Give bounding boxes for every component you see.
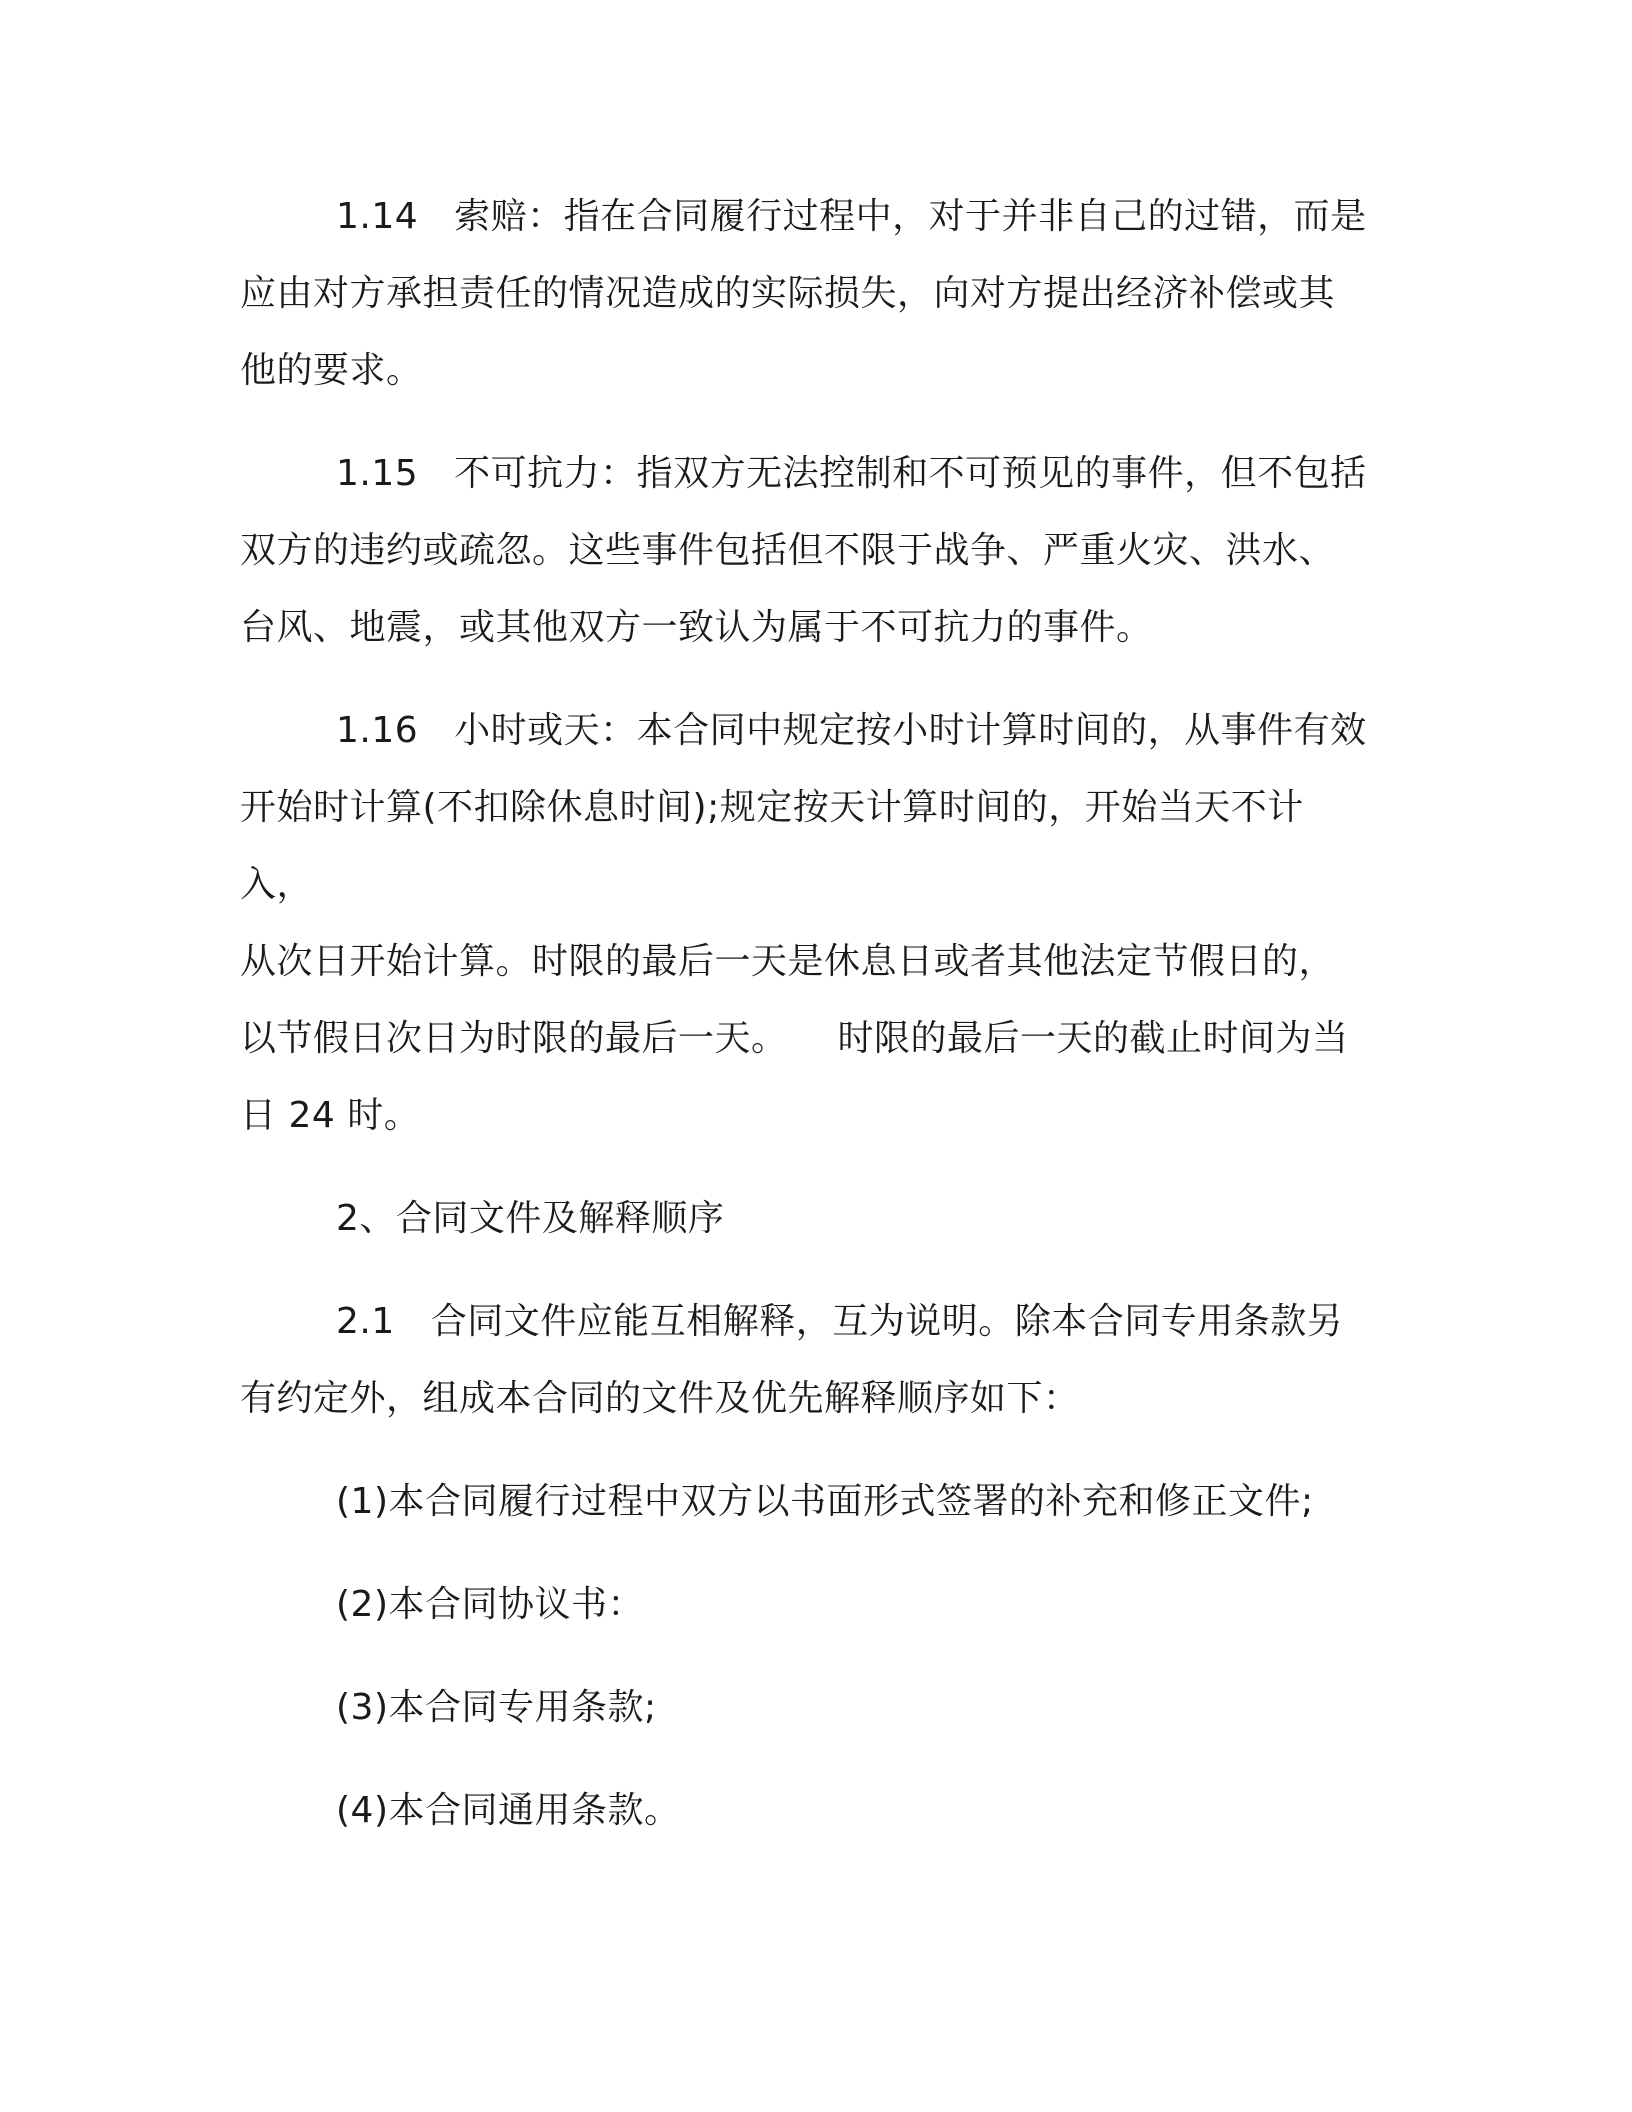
list-item: (2)本合同协议书： [336,1584,644,1625]
clause-text-line: 从次日开始计算。时限的最后一天是休息日或者其他法定节假日的， [240,941,1336,982]
clause-text-line: 日 24 时。 [240,1095,421,1136]
list-item: (4)本合同通用条款。 [336,1790,681,1831]
list-item: (3)本合同专用条款; [336,1687,657,1728]
clause-text-line: 小时或天：本合同中规定按小时计算时间的，从事件有效 [454,710,1367,751]
clause-text-line: 双方的违约或疏忽。这些事件包括但不限于战争、严重火灾、洪水、 [240,530,1336,571]
clause-number: 2.1 [336,1301,395,1342]
clause-2-1 [240,1283,1370,1437]
clause-text-line: 时限的最后一天的截止时间为当 [837,1018,1349,1059]
clause-text-line: 台风、地震，或其他双方一致认为属于不可抗力的事件。 [240,607,1153,648]
clause-text-line: 以节假日次日为时限的最后一天。 [240,1018,788,1059]
clause-text-line: 应由对方承担责任的情况造成的实际损失，向对方提出经济补偿或其 [240,273,1336,314]
clause-text-line: 不可抗力：指双方无法控制和不可预见的事件，但不包括 [454,453,1367,494]
clause-text-line: 开始时计算(不扣除休息时间);规定按天计算时间的，开始当天不计入， [240,787,1304,905]
list-item: (1)本合同履行过程中双方以书面形式签署的补充和修正文件; [336,1481,1314,1522]
clause-text-line: 有约定外，组成本合同的文件及优先解释顺序如下： [240,1378,1080,1419]
clause-text-line: 合同文件应能互相解释，互为说明。除本合同专用条款另 [430,1301,1344,1342]
clause-number: 1.14 [336,196,419,237]
clause-number: 1.15 [336,453,419,494]
clause-1-16 [240,692,1370,1154]
section-heading: 2、合同文件及解释顺序 [336,1198,725,1239]
clause-text-line: 索赔：指在合同履行过程中，对于并非自己的过错，而是 [454,196,1367,237]
clause-1-15 [240,435,1370,666]
document-body [240,178,1370,1849]
clause-1-14 [240,178,1370,409]
clause-text-line: 他的要求。 [240,350,423,391]
clause-number: 1.16 [336,710,419,751]
